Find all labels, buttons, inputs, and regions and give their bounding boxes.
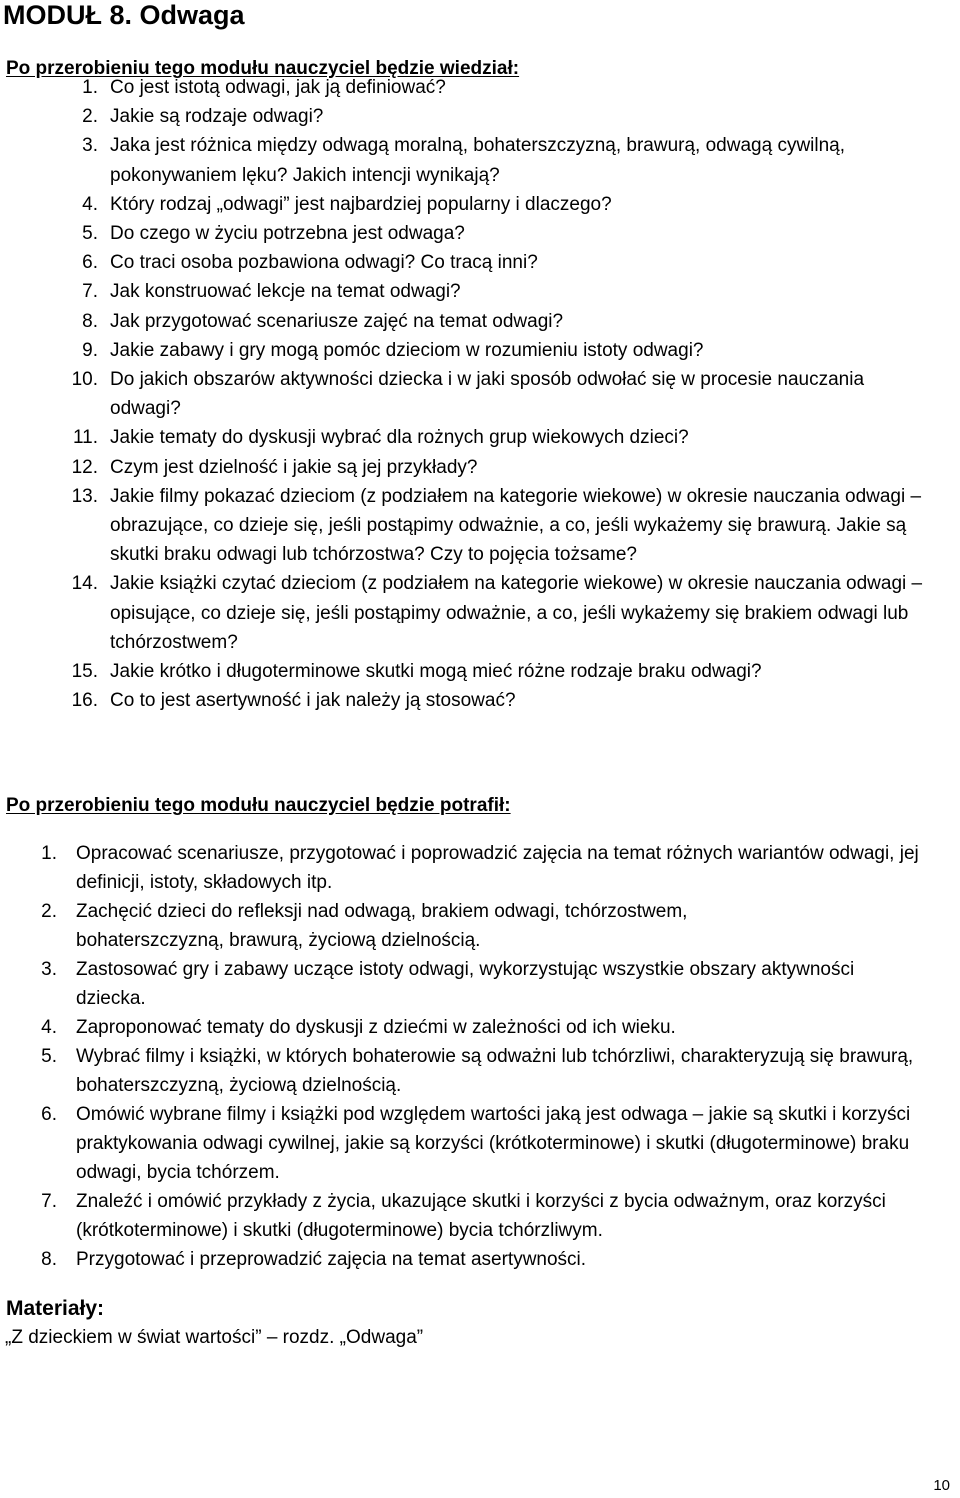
module-title: MODUŁ 8. Odwaga <box>3 0 245 30</box>
list-item-number: 13. <box>71 485 98 507</box>
list-item-text: Zaproponować tematy do dyskusji z dziećmi w zależności od ich wieku. <box>76 1017 676 1038</box>
list-item <box>0 1042 956 1100</box>
list-item-number: 12. <box>71 456 98 478</box>
list-item-number: 15. <box>71 661 98 683</box>
list-item-text: Co traci osoba pozbawiona odwagi? Co tracą inni? <box>110 252 538 274</box>
list-item-text: Opracować scenariusze, przygotować i poprowadzić zajęcia na temat różnych wariantów odwagi, jej definicji, istoty, składowych itp. <box>76 843 919 893</box>
list-item-text: Przygotować i przeprowadzić zajęcia na temat asertywności. <box>76 1249 587 1270</box>
list-item-number: 10. <box>71 369 98 391</box>
list-item-text: Co to jest asertywność i jak należy ją stosować? <box>110 690 516 712</box>
list-item-text: Zastosować gry i zabawy uczące istoty odwagi, wykorzystując wszystkie obszary aktywności dziecka. <box>76 959 855 1009</box>
list-item-number: 7. <box>41 1191 57 1212</box>
list-item-text: Czym jest dzielność i jakie są jej przykłady? <box>110 456 478 478</box>
list-item <box>0 131 956 189</box>
list-item-text: Znaleźć i omówić przykłady z życia, ukazujące skutki i korzyści z bycia odważnym, oraz korzyści (krótkoterminowe) i skutki (długoterminowe) bycia tchórzliwym. <box>76 1191 886 1241</box>
list-item-text: Omówić wybrane filmy i książki pod względem wartości jaką jest odwaga – jakie są skutki i korzyści praktykowania odwagi cywilnej, jakie są korzyści (krótkoterminowe) i skutki (długoterminowe) braku odwagi, bycia tchórzem. <box>76 1104 911 1183</box>
list-item-number: 4. <box>82 193 98 215</box>
list-item-text: Jakie książki czytać dzieciom (z podziałem na kategorie wiekowe) w okresie nauczania odwagi – opisujące, co dzieje się, jeśli postąpimy odważnie, a co, jeśli wykażemy się brakiem odwagi lub tchórzostwem? <box>110 573 923 653</box>
knowledge-question-list <box>0 73 956 715</box>
list-item <box>0 1100 956 1187</box>
list-item-text: Jakie tematy do dyskusji wybrać dla rożnych grup wiekowych dzieci? <box>110 427 689 449</box>
list-item-number: 3. <box>41 959 57 980</box>
list-item-text: Jakie filmy pokazać dzieciom (z podziałem na kategorie wiekowe) w okresie nauczania odwagi – obrazujące, co dzieje się, jeśli postąpimy odważnie, a co, jeśli wykażemy się brawurą. Jakie są skutki braku odwagi lub tchórzostwa? Czy to pojęcia tożsame? <box>110 485 922 566</box>
materials-reference: „Z dzieckiem w świat wartości” – rozdz. „Odwaga” <box>5 1327 424 1348</box>
list-item-number: 5. <box>41 1046 57 1067</box>
list-item-number: 3. <box>82 135 98 157</box>
list-item-number: 6. <box>82 252 98 274</box>
materials-heading: Materiały: <box>6 1297 105 1320</box>
list-item-text: Jak konstruować lekcje na temat odwagi? <box>110 281 461 303</box>
list-item <box>0 657 956 686</box>
list-item-text: Jakie są rodzaje odwagi? <box>110 106 324 128</box>
list-item <box>0 307 956 336</box>
list-item-number: 8. <box>41 1249 57 1270</box>
list-item <box>0 248 956 277</box>
list-item <box>0 102 956 131</box>
list-item <box>0 482 956 570</box>
skills-list <box>0 839 956 1274</box>
list-item <box>0 277 956 306</box>
knowledge-section-heading: Po przerobieniu tego modułu nauczyciel będzie wiedział: <box>6 58 520 79</box>
list-item <box>0 336 956 365</box>
list-item-text: Do jakich obszarów aktywności dziecka i w jaki sposób odwołać się w procesie nauczania odwagi? <box>110 369 865 420</box>
skills-section-heading: Po przerobieniu tego modułu nauczyciel będzie potrafił: <box>6 795 511 816</box>
list-item-number: 16. <box>71 690 98 712</box>
list-item-number: 2. <box>82 106 98 128</box>
list-item <box>0 190 956 219</box>
list-item <box>0 423 956 452</box>
list-item-number: 7. <box>82 281 98 303</box>
list-item <box>0 219 956 248</box>
list-item <box>0 365 956 423</box>
list-item-number: 9. <box>82 339 98 361</box>
list-item-text: Do czego w życiu potrzebna jest odwaga? <box>110 223 465 245</box>
list-item-text: Jaka jest różnica między odwagą moralną, bohaterszczyzną, brawurą, odwagą cywilną, pokonywaniem lęku? Jakich intencji wynikają? <box>110 135 846 186</box>
list-item <box>0 1013 956 1042</box>
list-item-number: 1. <box>82 77 98 98</box>
list-item-number: 6. <box>41 1104 57 1125</box>
list-item <box>0 897 956 955</box>
list-item-text: Co jest istotą odwagi, jak ją definiować? <box>110 77 446 98</box>
list-item-number: 4. <box>41 1017 57 1038</box>
list-item-number: 1. <box>41 843 57 864</box>
list-item <box>0 453 956 482</box>
list-item <box>0 686 956 715</box>
page-number: 10 <box>933 1477 950 1494</box>
list-item-number: 8. <box>82 310 98 332</box>
list-item-number: 14. <box>71 573 98 595</box>
list-item-number: 2. <box>41 901 57 922</box>
list-item-text: Zachęcić dzieci do refleksji nad odwagą, brakiem odwagi, tchórzostwem, bohaterszczyzną, brawurą, życiową dzielnością. <box>76 901 688 951</box>
list-item-number: 11. <box>72 427 98 449</box>
list-item <box>0 839 956 897</box>
list-item <box>0 1187 956 1245</box>
list-item <box>0 1245 956 1274</box>
list-item <box>0 955 956 1013</box>
list-item-text: Jakie zabawy i gry mogą pomóc dzieciom w rozumieniu istoty odwagi? <box>110 339 704 361</box>
list-item <box>0 73 956 102</box>
list-item-text: Jakie krótko i długoterminowe skutki mogą mieć różne rodzaje braku odwagi? <box>110 661 762 683</box>
list-item-text: Który rodzaj „odwagi” jest najbardziej popularny i dlaczego? <box>110 193 612 215</box>
list-item-text: Wybrać filmy i książki, w których bohaterowie są odważni lub tchórzliwi, charakteryzują się brawurą, bohaterszczyzną, życiową dzielnością. <box>76 1046 914 1096</box>
list-item-text: Jak przygotować scenariusze zajęć na temat odwagi? <box>110 310 564 332</box>
list-item-number: 5. <box>82 223 98 245</box>
list-item <box>0 569 956 657</box>
